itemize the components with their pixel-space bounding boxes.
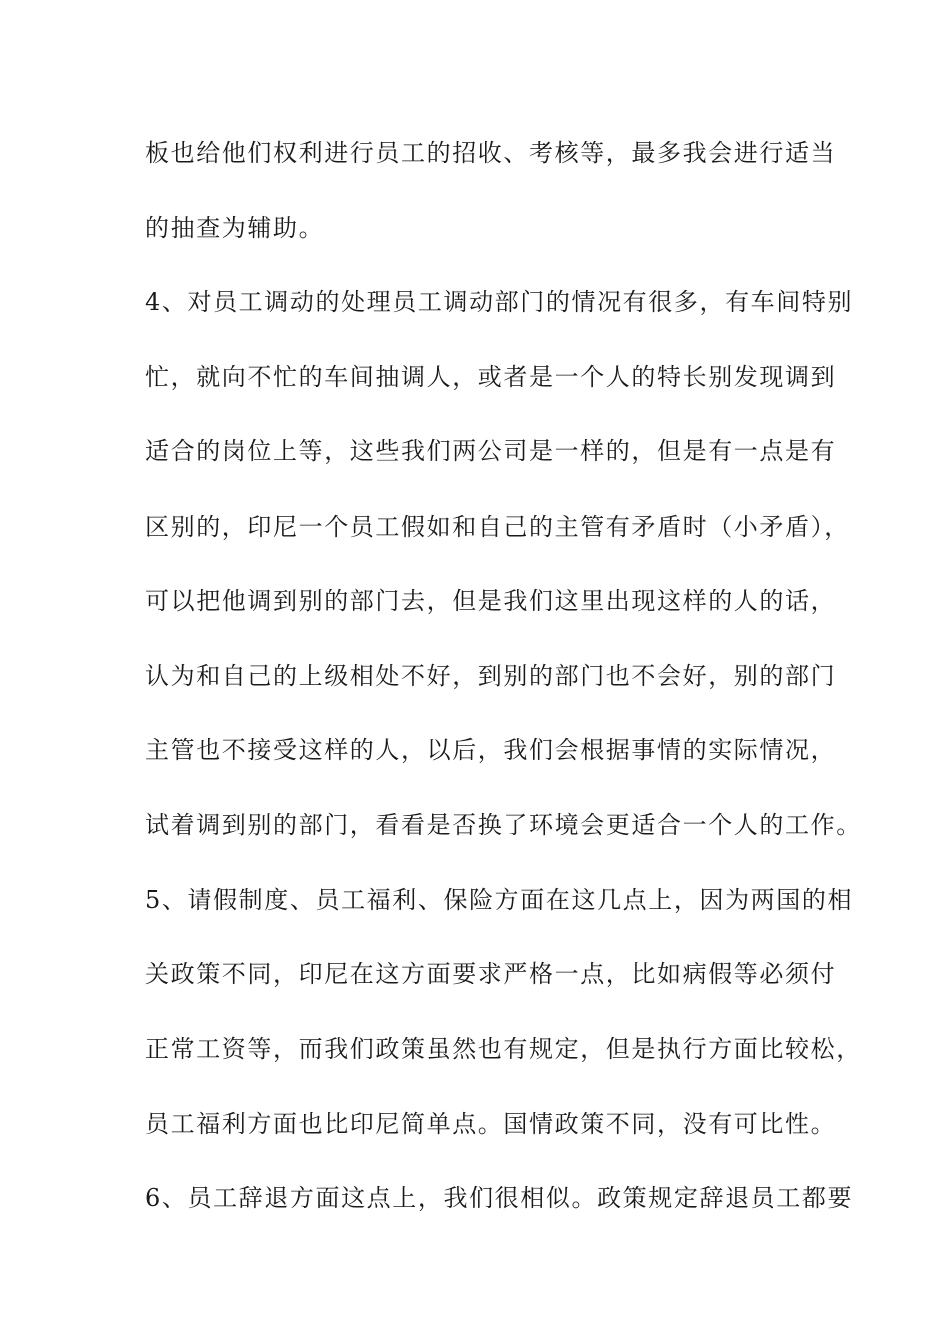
text-line: 区别的，印尼一个员工假如和自己的主管有矛盾时（小矛盾）， bbox=[145, 513, 850, 541]
text-line: 6、员工辞退方面这点上，我们很相似。政策规定辞退员工都要 bbox=[145, 1184, 854, 1212]
text-line: 可以把他调到别的部门去，但是我们这里出现这样的人的话， bbox=[145, 587, 837, 615]
text-line: 关政策不同，印尼在这方面要求严格一点，比如病假等必须付 bbox=[145, 960, 837, 988]
text-line: 4、对员工调动的处理员工调动部门的情况有很多，有车间特别 bbox=[145, 288, 854, 316]
text-line: 的抽查为辅助。 bbox=[145, 214, 325, 242]
text-line: 主管也不接受这样的人，以后，我们会根据事情的实际情况， bbox=[145, 736, 837, 764]
text-line: 认为和自己的上级相处不好，到别的部门也不会好，别的部门 bbox=[145, 662, 837, 690]
text-line: 忙，就向不忙的车间抽调人，或者是一个人的特长别发现调到 bbox=[145, 363, 837, 391]
text-line: 适合的岗位上等，这些我们两公司是一样的，但是有一点是有 bbox=[145, 437, 837, 465]
text-line: 正常工资等，而我们政策虽然也有规定，但是执行方面比较松， bbox=[145, 1035, 862, 1063]
text-line: 员工福利方面也比印尼简单点。国情政策不同，没有可比性。 bbox=[145, 1110, 837, 1138]
text-line: 5、请假制度、员工福利、保险方面在这几点上，因为两国的相 bbox=[145, 886, 854, 914]
text-line: 试着调到别的部门，看看是否换了环境会更适合一个人的工作。 bbox=[145, 811, 862, 839]
text-line: 板也给他们权利进行员工的招收、考核等，最多我会进行适当 bbox=[145, 139, 837, 167]
